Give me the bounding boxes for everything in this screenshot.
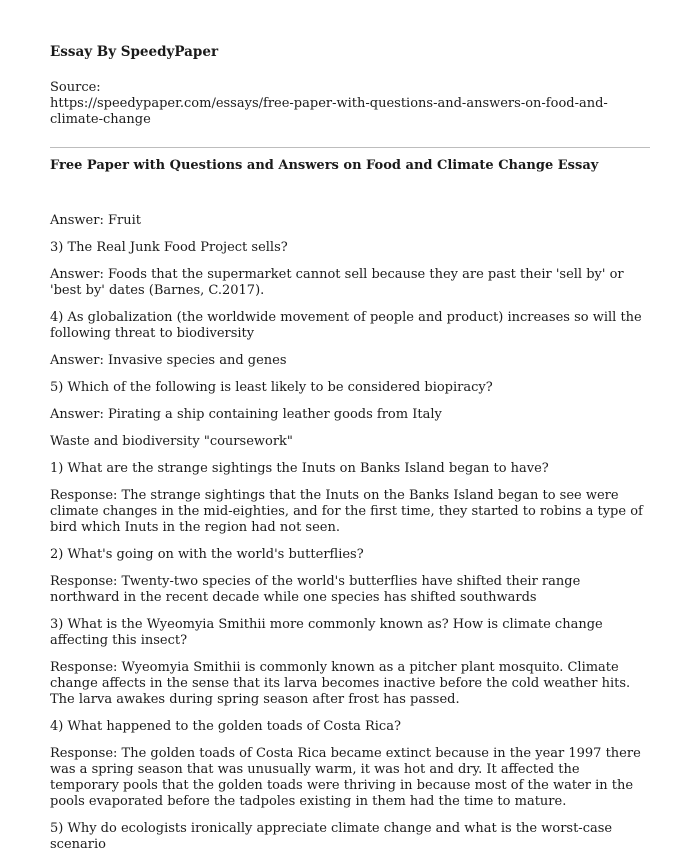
source-label: Source: — [50, 80, 101, 95]
paragraph: 4) As globalization (the worldwide movement of people and product) increases so will the following threat to biodiversity — [50, 310, 642, 341]
paragraph: Response: Twenty-two species of the world's butterflies have shifted their range northward in the recent decade while one species has shifted southwards — [50, 574, 581, 605]
paragraph: Answer: Pirating a ship containing leather goods from Italy — [50, 407, 442, 422]
paragraph: 5) Which of the following is least likely to be considered biopiracy? — [50, 380, 493, 395]
paragraph: Response: The strange sightings that the Inuts on the Banks Island began to see were climate changes in the mid-eighties, and for the first time, they started to robins a type of bird which Inuts in the region had not seen. — [50, 488, 643, 535]
paragraph: Response: The golden toads of Costa Rica became extinct because in the year 1997 there was a spring season that was unusually warm, it was hot and dry. It affected the temporary pools that the golden toads were thriving in because most of the water in the pools evaporated before the tadpoles existing in them had the time to mature. — [50, 746, 641, 809]
site-title: Essay By SpeedyPaper — [50, 44, 219, 60]
paragraph: 3) What is the Wyeomyia Smithii more commonly known as? How is climate change affecting this insect? — [50, 617, 603, 648]
paragraph: Answer: Invasive species and genes — [50, 353, 287, 368]
document-title: Free Paper with Questions and Answers on Food and Climate Change Essay — [50, 158, 599, 173]
paragraph: 5) Why do ecologists ironically appreciate climate change and what is the worst-case scenario — [50, 821, 613, 852]
paragraph: 1) What are the strange sightings the Inuts on Banks Island began to have? — [50, 461, 549, 476]
paragraph: Answer: Fruit — [50, 213, 141, 228]
paragraph: Response: Wyeomyia Smithii is commonly known as a pitcher plant mosquito. Climate change affects in the sense that its larva becomes inactive before the cold weather hits. The larva awakes during spring season after frost has passed. — [50, 660, 631, 707]
paragraph: 3) The Real Junk Food Project sells? — [50, 240, 288, 255]
paragraph: 2) What's going on with the world's butterflies? — [50, 547, 364, 562]
paragraph: 4) What happened to the golden toads of Costa Rica? — [50, 719, 401, 734]
divider — [50, 147, 650, 148]
paragraph: Waste and biodiversity "coursework" — [50, 434, 293, 449]
source-url: https://speedypaper.com/essays/free-paper-with-questions-and-answers-on-food-and-climate-change — [50, 96, 608, 127]
paragraph: Answer: Foods that the supermarket cannot sell because they are past their 'sell by' or 'best by' dates (Barnes, C.2017). — [50, 267, 624, 298]
